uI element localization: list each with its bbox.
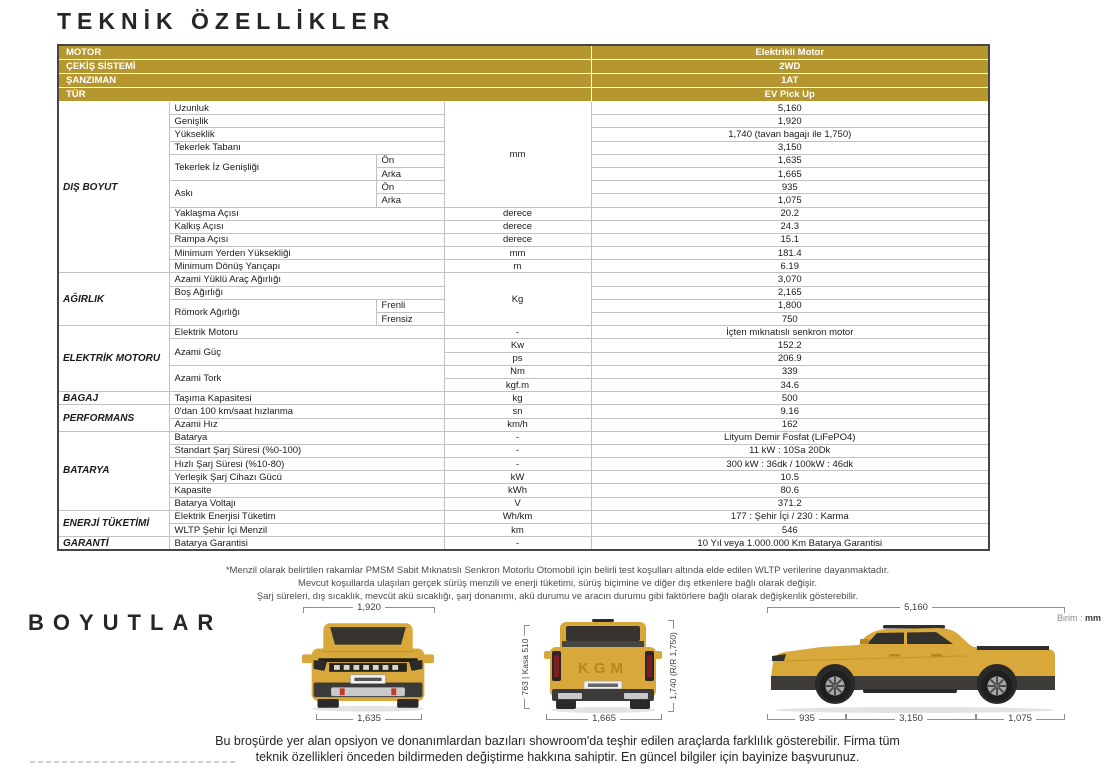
header-label-cell: ÇEKİŞ SİSTEMİ: [58, 60, 591, 74]
spec-unit-cell: Kg: [444, 273, 591, 326]
spec-value-cell: 300 kW : 36dk / 100kW : 46dk: [591, 458, 989, 471]
spec-label-cell: Batarya Voltajı: [169, 497, 444, 510]
spec-row: [58, 260, 989, 273]
footnote-line: Mevcut koşullarda ulaşılan gerçek sürüş menzili ve enerji tüketimi, sürüş biçimine ve diğer dış etkenlere bağlı olarak değişir.: [297, 578, 818, 589]
spec-label-cell: Azami Yüklü Araç Ağırlığı: [169, 273, 444, 286]
spec-value-cell: 20.2: [591, 207, 989, 220]
spec-sublabel-cell: Ön: [376, 181, 444, 194]
spec-unit-cell: ps: [444, 352, 591, 365]
header-value-cell: EV Pick Up: [591, 88, 989, 102]
spec-label-cell: Minimum Dönüş Yarıçapı: [169, 260, 444, 273]
spec-value-cell: 177 : Şehir İçi / 230 : Karma: [591, 510, 989, 523]
spec-value-cell: 162: [591, 418, 989, 431]
spec-row: [58, 102, 989, 115]
rear-view-car-illustration: [542, 617, 664, 715]
spec-label-cell: Azami Güç: [169, 339, 444, 365]
spec-unit-cell: km/h: [444, 418, 591, 431]
spec-label-cell: WLTP Şehir İçi Menzil: [169, 524, 444, 537]
spec-label-cell: Taşıma Kapasitesi: [169, 392, 444, 405]
spec-label-cell: Römork Ağırlığı: [169, 299, 376, 325]
disclaimer-line: teknik özellikleri önceden bildirmeden değiştirme hakkına sahiptir. En güncel bilgiler için bayinize başvurunuz.: [255, 750, 860, 764]
spec-row: [58, 233, 989, 246]
spec-label-cell: Boş Ağırlığı: [169, 286, 444, 299]
spec-sublabel-cell: Frenli: [376, 299, 444, 312]
spec-row: [58, 405, 989, 418]
spec-value-cell: 5,160: [591, 102, 989, 115]
spec-value-cell: 15.1: [591, 233, 989, 246]
spec-value-cell: 2,165: [591, 286, 989, 299]
header-value-cell: 1AT: [591, 74, 989, 88]
spec-unit-cell: km: [444, 524, 591, 537]
front-view-car-illustration: [300, 617, 436, 715]
spec-value-cell: 500: [591, 392, 989, 405]
spec-unit-cell: Kw: [444, 339, 591, 352]
spec-label-cell: Uzunluk: [169, 102, 444, 115]
spec-unit-cell: -: [444, 431, 591, 444]
spec-value-cell: Lityum Demir Fosfat (LiFePO4): [591, 431, 989, 444]
spec-value-cell: 750: [591, 313, 989, 326]
category-cell: DIŞ BOYUT: [58, 102, 169, 273]
spec-row: [58, 326, 989, 339]
front-track-dimension: 1,635: [316, 714, 422, 720]
footnote-line: *Menzil olarak belirtilen rakamlar PMSM Sabit Mıknatıslı Senkron Motorlu Otomobil için belirli test koşulları altında elde edilen WLTP verilerine dayanmaktadır.: [225, 565, 890, 576]
spec-label-cell: Elektrik Enerjisi Tüketim: [169, 510, 444, 523]
spec-value-cell: 6.19: [591, 260, 989, 273]
category-cell: ELEKTRİK MOTORU: [58, 326, 169, 392]
spec-value-cell: 935: [591, 181, 989, 194]
spec-unit-cell: mm: [444, 102, 591, 208]
side-wheelbase-dimension: 3,150: [845, 714, 977, 720]
rear-height-dimension: 1,740 (R/R 1,750): [668, 620, 674, 712]
category-cell: GARANTİ: [58, 537, 169, 551]
spec-sublabel-cell: Arka: [376, 194, 444, 207]
spec-label-cell: Yükseklik: [169, 128, 444, 141]
spec-value-cell: 1,665: [591, 167, 989, 180]
spec-label-cell: Yaklaşma Açısı: [169, 207, 444, 220]
spec-sublabel-cell: Frensiz: [376, 313, 444, 326]
spec-value-cell: 1,800: [591, 299, 989, 312]
spec-label-cell: Hızlı Şarj Süresi (%10-80): [169, 458, 444, 471]
spec-unit-cell: -: [444, 326, 591, 339]
spec-label-cell: Tekerlek Tabanı: [169, 141, 444, 154]
footnote-line: Şarj süreleri, dış sıcaklık, mevcüt akü sıcaklığı, şarj donanımı, akü durumu ve aracın durumu gibi faktörlere bağlı olarak değişkenlik gösterebilir.: [256, 591, 859, 602]
spec-label-cell: Rampa Açısı: [169, 233, 444, 246]
spec-value-cell: 546: [591, 524, 989, 537]
spec-value-cell: 1,740 (tavan bagajı ile 1,750): [591, 128, 989, 141]
spec-row: [58, 339, 989, 352]
spec-row: [58, 484, 989, 497]
header-value-cell: 2WD: [591, 60, 989, 74]
spec-row: [58, 273, 989, 286]
side-length-dimension: 5,160: [767, 607, 1065, 613]
spec-row: [58, 247, 989, 260]
spec-label-cell: Kapasite: [169, 484, 444, 497]
spec-unit-cell: kgf.m: [444, 378, 591, 391]
spec-unit-cell: kW: [444, 471, 591, 484]
spec-value-cell: 9.16: [591, 405, 989, 418]
header-label-cell: TÜR: [58, 88, 591, 102]
spec-label-cell: Batarya: [169, 431, 444, 444]
side-view-car-illustration: [765, 616, 1065, 714]
rear-track-dimension: 1,665: [546, 714, 662, 720]
spec-row: [58, 510, 989, 523]
spec-unit-cell: mm: [444, 247, 591, 260]
spec-value-cell: 3,070: [591, 273, 989, 286]
spec-unit-cell: derece: [444, 207, 591, 220]
spec-row: [58, 392, 989, 405]
spec-sublabel-cell: Ön: [376, 154, 444, 167]
footnotes: [0, 564, 1115, 603]
spec-value-cell: 181.4: [591, 247, 989, 260]
spec-row: [58, 418, 989, 431]
category-cell: AĞIRLIK: [58, 273, 169, 326]
spec-row: [58, 207, 989, 220]
header-label-cell: MOTOR: [58, 45, 591, 60]
header-row: [58, 45, 989, 60]
svg-text:KGM: KGM: [578, 660, 628, 677]
dimensions-section-title: BOYUTLAR: [28, 610, 223, 635]
spec-unit-cell: -: [444, 537, 591, 551]
spec-label-cell: Yerleşik Şarj Cihazı Gücü: [169, 471, 444, 484]
spec-label-cell: Batarya Garantisi: [169, 537, 444, 551]
front-width-dimension: 1,920: [303, 607, 435, 613]
spec-value-cell: 206.9: [591, 352, 989, 365]
spec-value-cell: 34.6: [591, 378, 989, 391]
spec-value-cell: 339: [591, 365, 989, 378]
side-rear-overhang-dimension: 1,075: [975, 714, 1065, 720]
spec-unit-cell: V: [444, 497, 591, 510]
spec-sublabel-cell: Arka: [376, 167, 444, 180]
spec-unit-cell: sn: [444, 405, 591, 418]
spec-value-cell: 371.2: [591, 497, 989, 510]
category-cell: ENERJİ TÜKETİMİ: [58, 510, 169, 536]
header-label-cell: ŞANZIMAN: [58, 74, 591, 88]
spec-unit-cell: -: [444, 458, 591, 471]
spec-label-cell: Tekerlek İz Genişliği: [169, 154, 376, 180]
spec-row: [58, 458, 989, 471]
spec-row: [58, 431, 989, 444]
spec-value-cell: 1,075: [591, 194, 989, 207]
spec-row: [58, 220, 989, 233]
spec-value-cell: 1,635: [591, 154, 989, 167]
spec-table: [57, 44, 990, 551]
header-row: [58, 74, 989, 88]
header-row: [58, 88, 989, 102]
spec-row: [58, 537, 989, 551]
cutoff-text-sliver: [30, 761, 238, 763]
spec-row: [58, 444, 989, 457]
spec-value-cell: İçten mıknatıslı senkron motor: [591, 326, 989, 339]
spec-unit-cell: -: [444, 444, 591, 457]
header-row: [58, 60, 989, 74]
spec-label-cell: 0'dan 100 km/saat hızlanma: [169, 405, 444, 418]
spec-value-cell: 11 kW : 10Sa 20Dk: [591, 444, 989, 457]
spec-label-cell: Kalkış Açısı: [169, 220, 444, 233]
spec-value-cell: 3,150: [591, 141, 989, 154]
spec-value-cell: 10 Yıl veya 1.000.000 Km Batarya Garantisi: [591, 537, 989, 551]
spec-value-cell: 24.3: [591, 220, 989, 233]
spec-row: [58, 365, 989, 378]
side-front-overhang-dimension: 935: [767, 714, 847, 720]
spec-row: [58, 471, 989, 484]
spec-unit-cell: Wh/km: [444, 510, 591, 523]
spec-value-cell: 10.5: [591, 471, 989, 484]
rear-bed-height-dimension: 763 | Kasa 510: [524, 625, 530, 709]
spec-unit-cell: Nm: [444, 365, 591, 378]
spec-label-cell: Askı: [169, 181, 376, 207]
category-cell: BAGAJ: [58, 392, 169, 405]
category-cell: PERFORMANS: [58, 405, 169, 431]
page-title: TEKNİK ÖZELLİKLER: [57, 8, 396, 34]
unit-note: Birim : mm: [1057, 613, 1102, 623]
spec-value-cell: 80.6: [591, 484, 989, 497]
spec-unit-cell: m: [444, 260, 591, 273]
spec-row: [58, 524, 989, 537]
spec-label-cell: Azami Hız: [169, 418, 444, 431]
category-cell: BATARYA: [58, 431, 169, 510]
spec-label-cell: Standart Şarj Süresi (%0-100): [169, 444, 444, 457]
spec-row: [58, 497, 989, 510]
spec-label-cell: Azami Tork: [169, 365, 444, 391]
spec-label-cell: Genişlik: [169, 115, 444, 128]
spec-unit-cell: kWh: [444, 484, 591, 497]
spec-label-cell: Elektrik Motoru: [169, 326, 444, 339]
header-value-cell: Elektrikli Motor: [591, 45, 989, 60]
spec-unit-cell: kg: [444, 392, 591, 405]
spec-unit-cell: derece: [444, 220, 591, 233]
spec-label-cell: Minimum Yerden Yüksekliği: [169, 247, 444, 260]
spec-value-cell: 152.2: [591, 339, 989, 352]
spec-unit-cell: derece: [444, 233, 591, 246]
disclaimer-line: Bu broşürde yer alan opsiyon ve donanımlardan bazıları showroom'da teşhir edilen araçlarda farklılık gösterebilir. Firma tüm: [215, 734, 900, 748]
spec-value-cell: 1,920: [591, 115, 989, 128]
